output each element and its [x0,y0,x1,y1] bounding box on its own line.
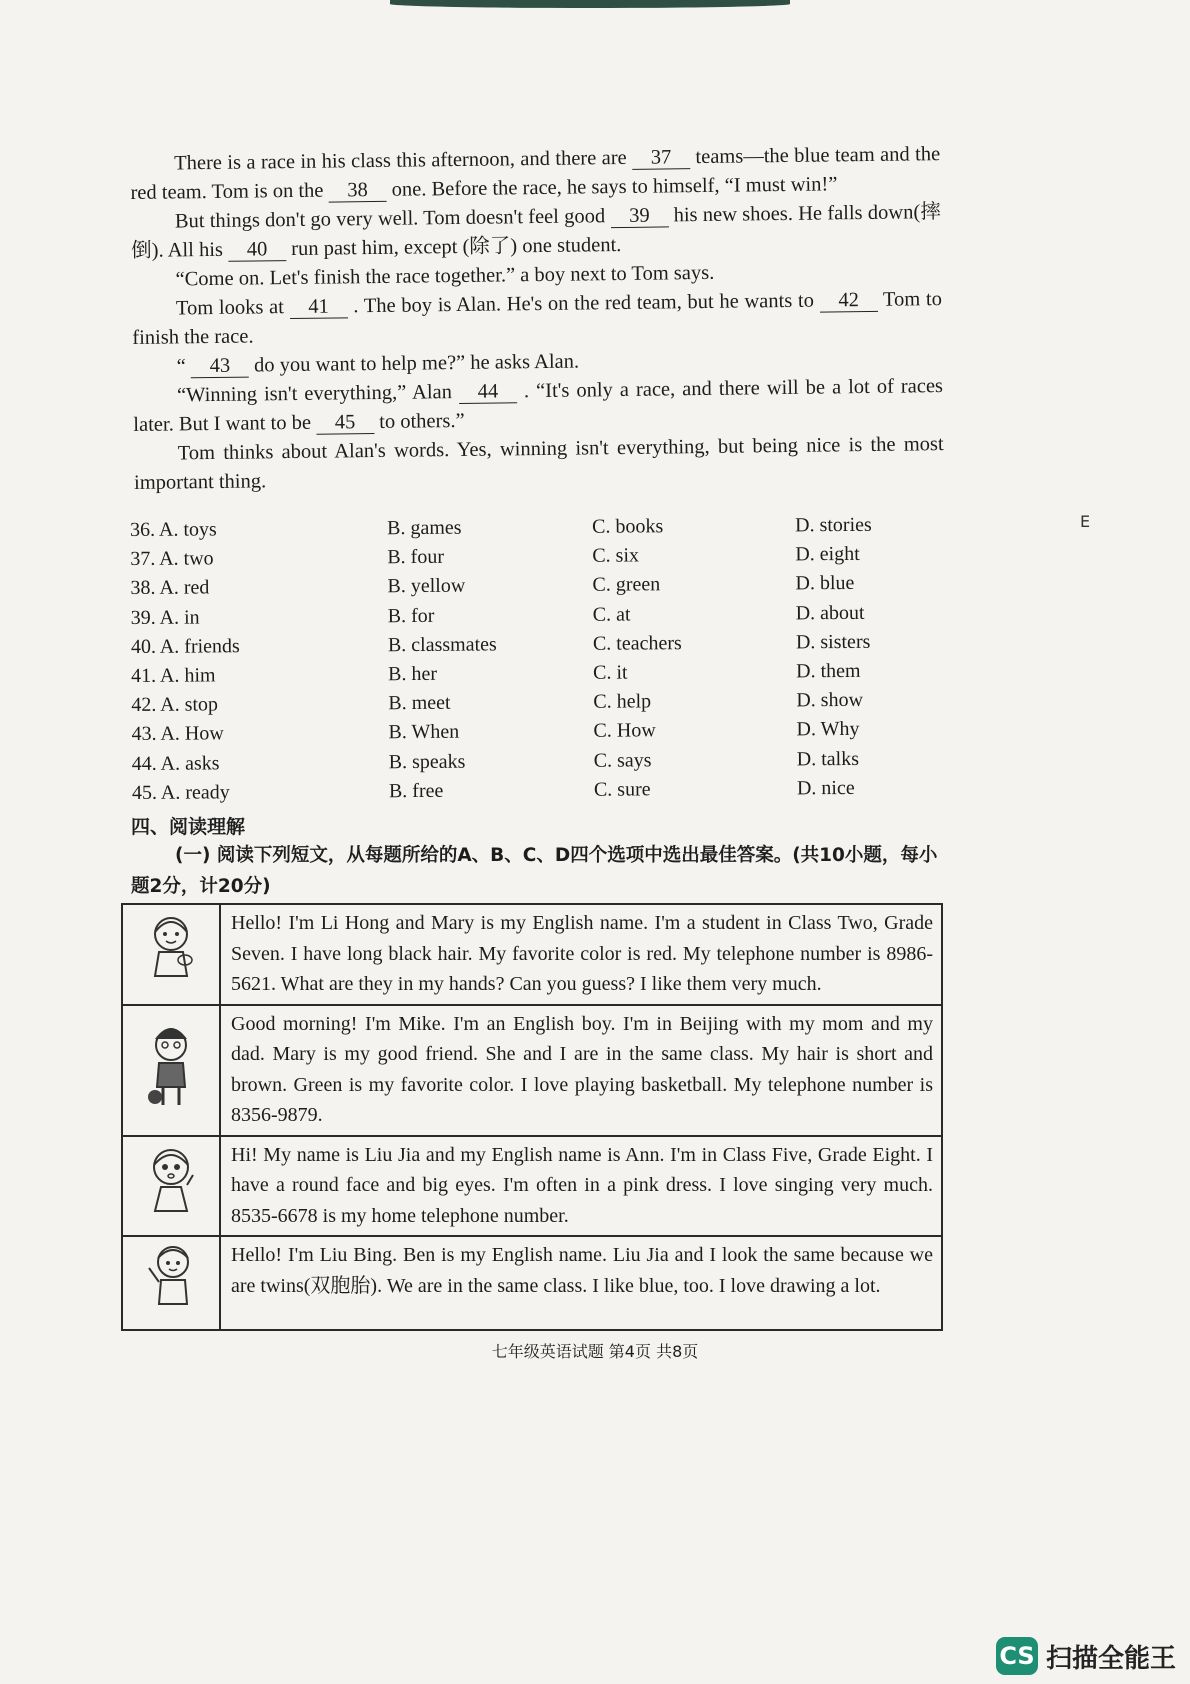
option-d: D. Why [796,718,860,741]
cloze-text: one. Before the race, he says to himself, “I must win!” [391,173,838,201]
option-b: B. games [387,516,462,540]
girl-cartoon-icon [141,910,201,990]
blank-44: 44 [459,380,517,404]
option-d: D. talks [796,747,860,770]
option-c: C. sure [593,778,651,801]
cloze-paragraph-7: Tom thinks about Alan's words. Yes, winning isn't everything, but being nice is the most important thing. [133,433,944,494]
cloze-paragraph-4 [132,285,943,353]
cloze-text: his new shoes. He falls down(摔倒). All his [131,201,941,262]
blank-43: 43 [191,355,249,379]
option-c: C. at [592,603,631,626]
top-edge-shadow [390,0,790,8]
cloze-paragraph-2 [131,198,942,266]
option-c: C. says [593,748,652,772]
option-d: D. show [796,689,864,712]
profile-picture-cell [122,1236,220,1330]
option-a: 42. A. stop [131,693,219,717]
section-title: 四、阅读理解 [131,816,246,838]
page-footer: 七年级英语试题 第4页 共8页 [491,1342,699,1361]
option-b: B. yellow [387,575,466,598]
blank-41: 41 [289,295,347,319]
option-b: B. her [388,662,438,686]
option-d: D. them [796,659,861,683]
option-b: B. classmates [387,633,497,656]
blank-40: 40 [228,238,286,262]
blank-37: 37 [632,146,690,170]
cloze-text: teams—the blue team and the red team. Tom is on the [130,143,941,204]
profile-picture-cell [122,904,220,1005]
cloze-text: . “It's only a race, and there will be a lot of races later. But I want to be [133,375,944,436]
profile-picture-cell [122,1005,220,1136]
cloze-text: There is a race in his class this afternoon, and there are [174,146,627,175]
option-c: C. teachers [592,631,682,655]
scanner-watermark [996,1637,1176,1675]
option-d: D. stories [795,513,872,537]
option-d: D. nice [796,776,855,800]
option-a: 39. A. in [130,606,200,629]
option-b: B. for [387,604,435,627]
option-a: 45. A. ready [131,780,230,804]
table-row [122,904,942,1005]
cloze-text: run past him, except (除了) one student. [291,234,622,261]
cloze-paragraph-3: “Come on. Let's finish the race together.” a boy next to Tom says. [175,261,715,291]
option-c: C. it [593,661,628,684]
girl-drawing-icon [141,1238,201,1318]
reading-profiles-table [121,903,943,1331]
blank-45: 45 [316,411,374,435]
option-c: C. six [592,544,640,567]
table-row [122,1136,942,1237]
option-b: B. When [388,721,460,744]
cloze-text: to others.” [379,409,465,433]
table-row [122,1005,942,1136]
option-b: B. meet [388,691,451,715]
cloze-paragraph-1 [130,140,941,208]
option-row-45 [132,773,942,808]
watermark-text: 扫描全能王 [1046,1643,1177,1674]
cloze-text: . The boy is Alan. He's on the red team, but he wants to [353,289,815,318]
blank-42: 42 [820,289,878,313]
cloze-passage [130,140,944,498]
cloze-text: “ [176,355,186,378]
cloze-text: Tom to finish the race. [132,288,943,349]
option-d: D. blue [795,572,855,595]
table-row [122,1236,942,1330]
boy-basketball-icon [141,1017,201,1113]
cloze-paragraph-6 [133,372,944,440]
option-c: C. green [592,573,661,597]
option-d: D. sisters [795,630,871,654]
option-a: 43. A. How [131,722,224,746]
option-a: 38. A. red [130,576,210,600]
option-a: 36. A. toys [130,518,217,541]
section-instructions: (一) 阅读下列短文，从每题所给的A、B、C、D四个选项中选出最佳答案。(共10小题，每小题2分，计20分) [131,845,938,897]
blank-38: 38 [328,179,386,203]
option-d: D. about [795,601,865,624]
cloze-text: Tom looks at [175,296,284,320]
camscanner-logo-icon: CS [996,1637,1038,1675]
girl-singing-icon [141,1141,201,1221]
cloze-text: But things don't go very well. Tom doesn't feel good [174,205,606,233]
profile-text: Hello! I'm Liu Bing. Ben is my English name. Liu Jia and I look the same because we are twins(双胞胎). We are in the same class. I like blue, too. I love drawing a lot. [220,1236,942,1330]
option-c: C. How [593,719,656,743]
option-b: B. speaks [388,750,466,773]
option-a: 44. A. asks [131,751,220,775]
profile-text: Hello! I'm Li Hong and Mary is my English name. I'm a student in Class Two, Grade Seven. I have long black hair. My favorite color is red. My telephone number is 8986-5621. What are they in my hands? Can you guess? I like them very much. [220,904,942,1005]
option-a: 37. A. two [130,547,214,571]
option-c: C. books [592,515,664,538]
option-a: 41. A. him [131,664,216,687]
profile-text: Good morning! I'm Mike. I'm an English boy. I'm in Beijing with my mom and my dad. Mary is my good friend. She and I are in the same class. My hair is short and brown. Green is my favorite color. I love playing basketball. My telephone number is 8356-9879. [220,1005,942,1136]
option-c: C. help [593,690,652,713]
cloze-text: do you want to help me?” he asks Alan. [253,350,580,377]
option-b: B. four [387,545,445,569]
profile-text: Hi! My name is Liu Jia and my English name is Ann. I'm in Class Five, Grade Eight. I have a round face and big eyes. I'm often in a pink dress. I love singing very much. 8535-6678 is my home telephone number. [220,1136,942,1237]
blank-39: 39 [610,204,668,228]
cloze-text: “Winning isn't everything,” Alan [176,381,453,407]
answer-options [130,510,942,808]
option-d: D. eight [795,543,860,566]
profile-picture-cell [122,1136,220,1237]
option-a: 40. A. friends [130,634,240,658]
edge-mark: E [1080,512,1091,531]
option-b: B. free [388,779,444,802]
